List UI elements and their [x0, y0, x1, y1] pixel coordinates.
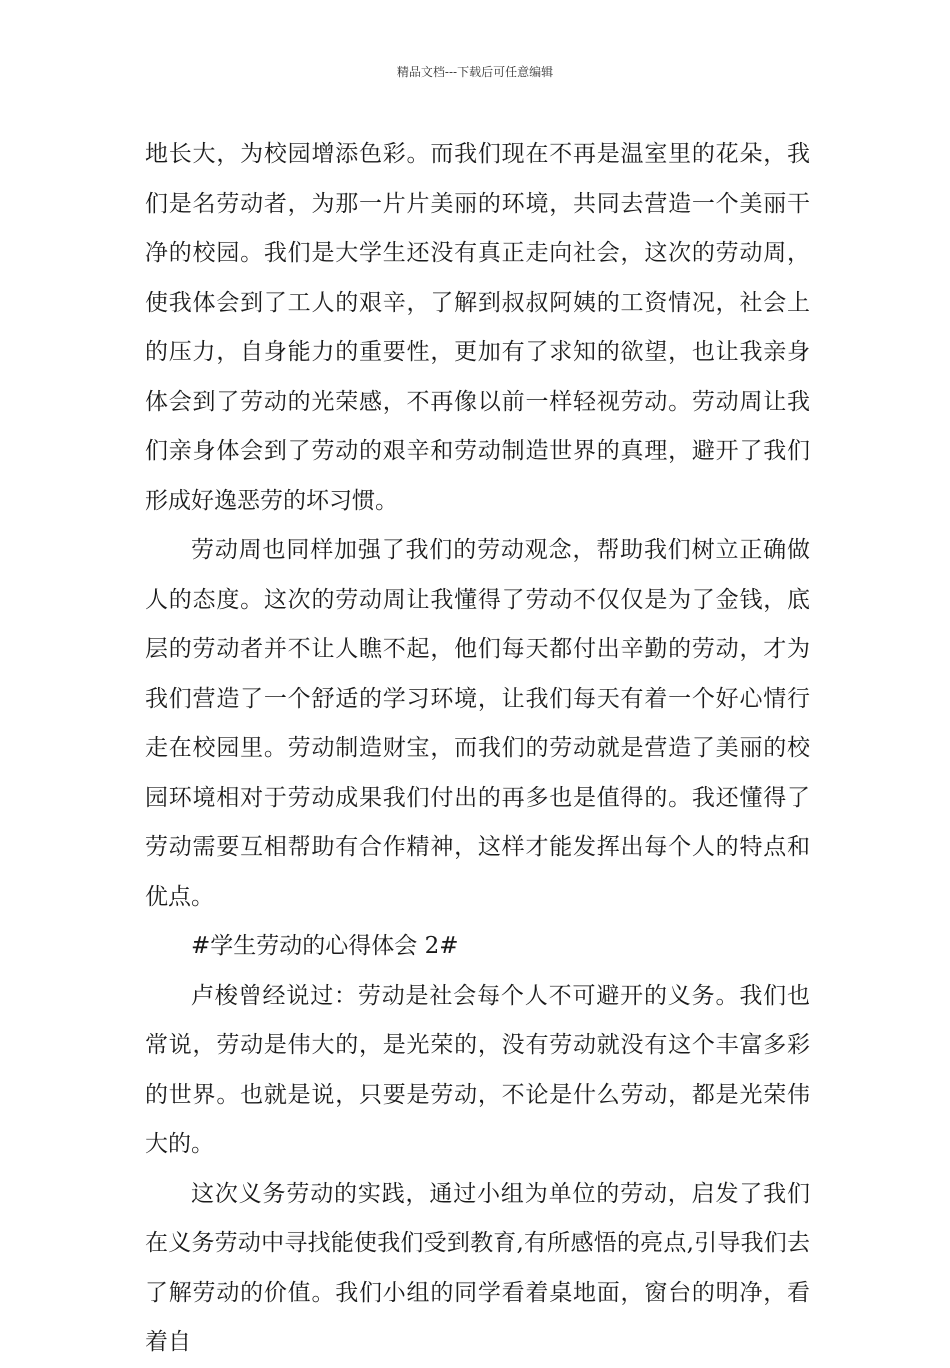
paragraph: 地长大，为校园增添色彩。而我们现在不再是温室里的花朵，我们是名劳动者，为那一片片美丽的环境，共同去营造一个美丽干净的校园。我们是大学生还没有真正走向社会，这次的劳动周，使我体会到了工人的艰辛，了解到叔叔阿姨的工资情况，社会上的压力，自身能力的重要性，更加有了求知的欲望，也让我亲身体会到了劳动的光荣感，不再像以前一样轻视劳动。劳动周让我们亲身体会到了劳动的艰辛和劳动制造世界的真理，避开了我们形成好逸恶劳的坏习惯。 — [145, 141, 810, 514]
paragraph: 这次义务劳动的实践，通过小组为单位的劳动，启发了我们在义务劳动中寻找能使我们受到教育,有所感悟的亮点,引导我们去了解劳动的价值。我们小组的同学看着桌地面，窗台的明净，看着自 — [145, 1180, 810, 1355]
paragraph: 卢梭曾经说过：劳动是社会每个人不可避开的义务。我们也常说，劳动是伟大的，是光荣的，没有劳动就没有这个丰富多彩的世界。也就是说，只要是劳动，不论是什么劳动，都是光荣伟大的。 — [145, 982, 810, 1157]
page-header: 精品文档---下载后可任意编辑 — [396, 65, 554, 79]
section-heading: #学生劳动的心得体会 2# — [191, 933, 459, 959]
document-body — [145, 130, 810, 1368]
paragraph: 劳动周也同样加强了我们的劳动观念，帮助我们树立正确做人的态度。这次的劳动周让我懂得了劳动不仅仅是为了金钱，底层的劳动者并不让人瞧不起，他们每天都付出辛勤的劳动，才为我们营造了一个舒适的学习环境，让我们每天有着一个好心情行走在校园里。劳动制造财宝，而我们的劳动就是营造了美丽的校园环境相对于劳动成果我们付出的再多也是值得的。我还懂得了劳动需要互相帮助有合作精神，这样才能发挥出每个人的特点和优点。 — [145, 537, 810, 910]
